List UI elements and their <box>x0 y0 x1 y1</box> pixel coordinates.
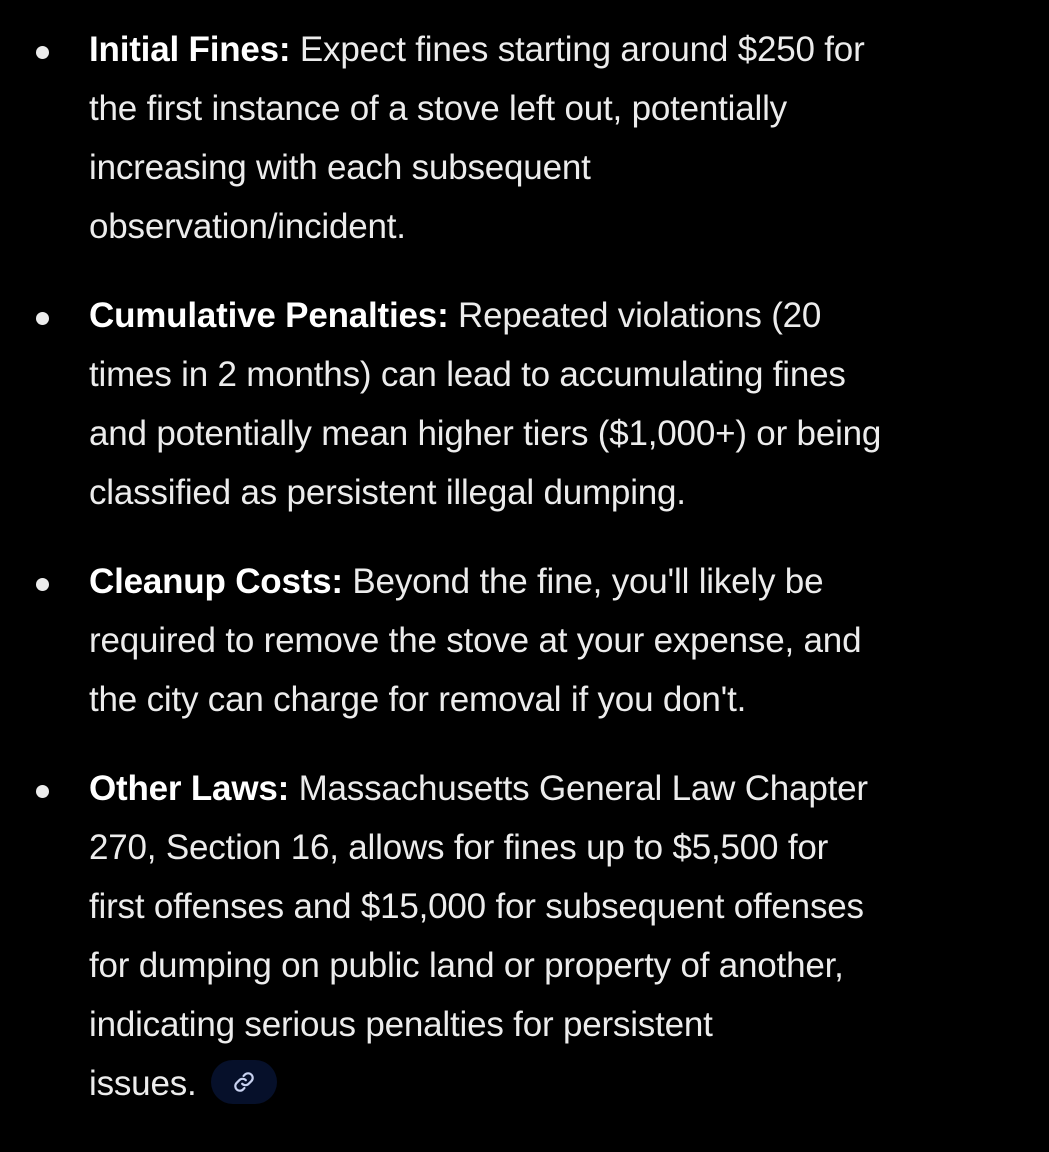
bullet-text: Repeated violations (20 <box>448 296 822 335</box>
bullet-line: indicating serious penalties for persistent <box>89 1005 713 1044</box>
bullet-line: times in 2 months) can lead to accumulating fines <box>89 355 846 394</box>
bullet-text: issues. <box>89 1064 197 1103</box>
bullet-dot <box>36 312 49 325</box>
bullet-line: first offenses and $15,000 for subsequent offenses <box>89 887 864 926</box>
bullet-item-other-laws <box>0 759 1049 1113</box>
bullet-line: required to remove the stove at your expense, and <box>89 621 862 660</box>
bullet-term: Other Laws: <box>89 769 290 808</box>
bullet-dot <box>36 578 49 591</box>
bullet-item-cleanup-costs <box>0 552 1049 729</box>
bullet-line: classified as persistent illegal dumping. <box>89 473 686 512</box>
bullet-line <box>89 1054 1009 1113</box>
bullet-line <box>89 20 1009 79</box>
bullet-line <box>89 552 1009 611</box>
bullet-line: the city can charge for removal if you don't. <box>89 680 747 719</box>
bullet-line: and potentially mean higher tiers ($1,000+) or being <box>89 414 882 453</box>
bullet-item-initial-fines <box>0 20 1049 256</box>
response-bullet-list <box>0 20 1049 1143</box>
link-icon <box>233 1071 255 1093</box>
bullet-line <box>89 759 1009 818</box>
bullet-line <box>89 286 1009 345</box>
bullet-item-cumulative-penalties <box>0 286 1049 522</box>
bullet-line: observation/incident. <box>89 207 406 246</box>
bullet-dot <box>36 46 49 59</box>
bullet-dot <box>36 785 49 798</box>
bullet-line: the first instance of a stove left out, potentially <box>89 89 787 128</box>
bullet-term: Cleanup Costs: <box>89 562 343 601</box>
bullet-line: increasing with each subsequent <box>89 148 591 187</box>
bullet-text: Beyond the fine, you'll likely be <box>342 562 824 601</box>
source-link-chip[interactable] <box>211 1060 277 1104</box>
bullet-term: Initial Fines: <box>89 30 291 69</box>
bullet-line: 270, Section 16, allows for fines up to $5,500 for <box>89 828 829 867</box>
bullet-text: Expect fines starting around $250 for <box>290 30 865 69</box>
bullet-line: for dumping on public land or property of another, <box>89 946 844 985</box>
bullet-term: Cumulative Penalties: <box>89 296 449 335</box>
bullet-text: Massachusetts General Law Chapter <box>289 769 868 808</box>
